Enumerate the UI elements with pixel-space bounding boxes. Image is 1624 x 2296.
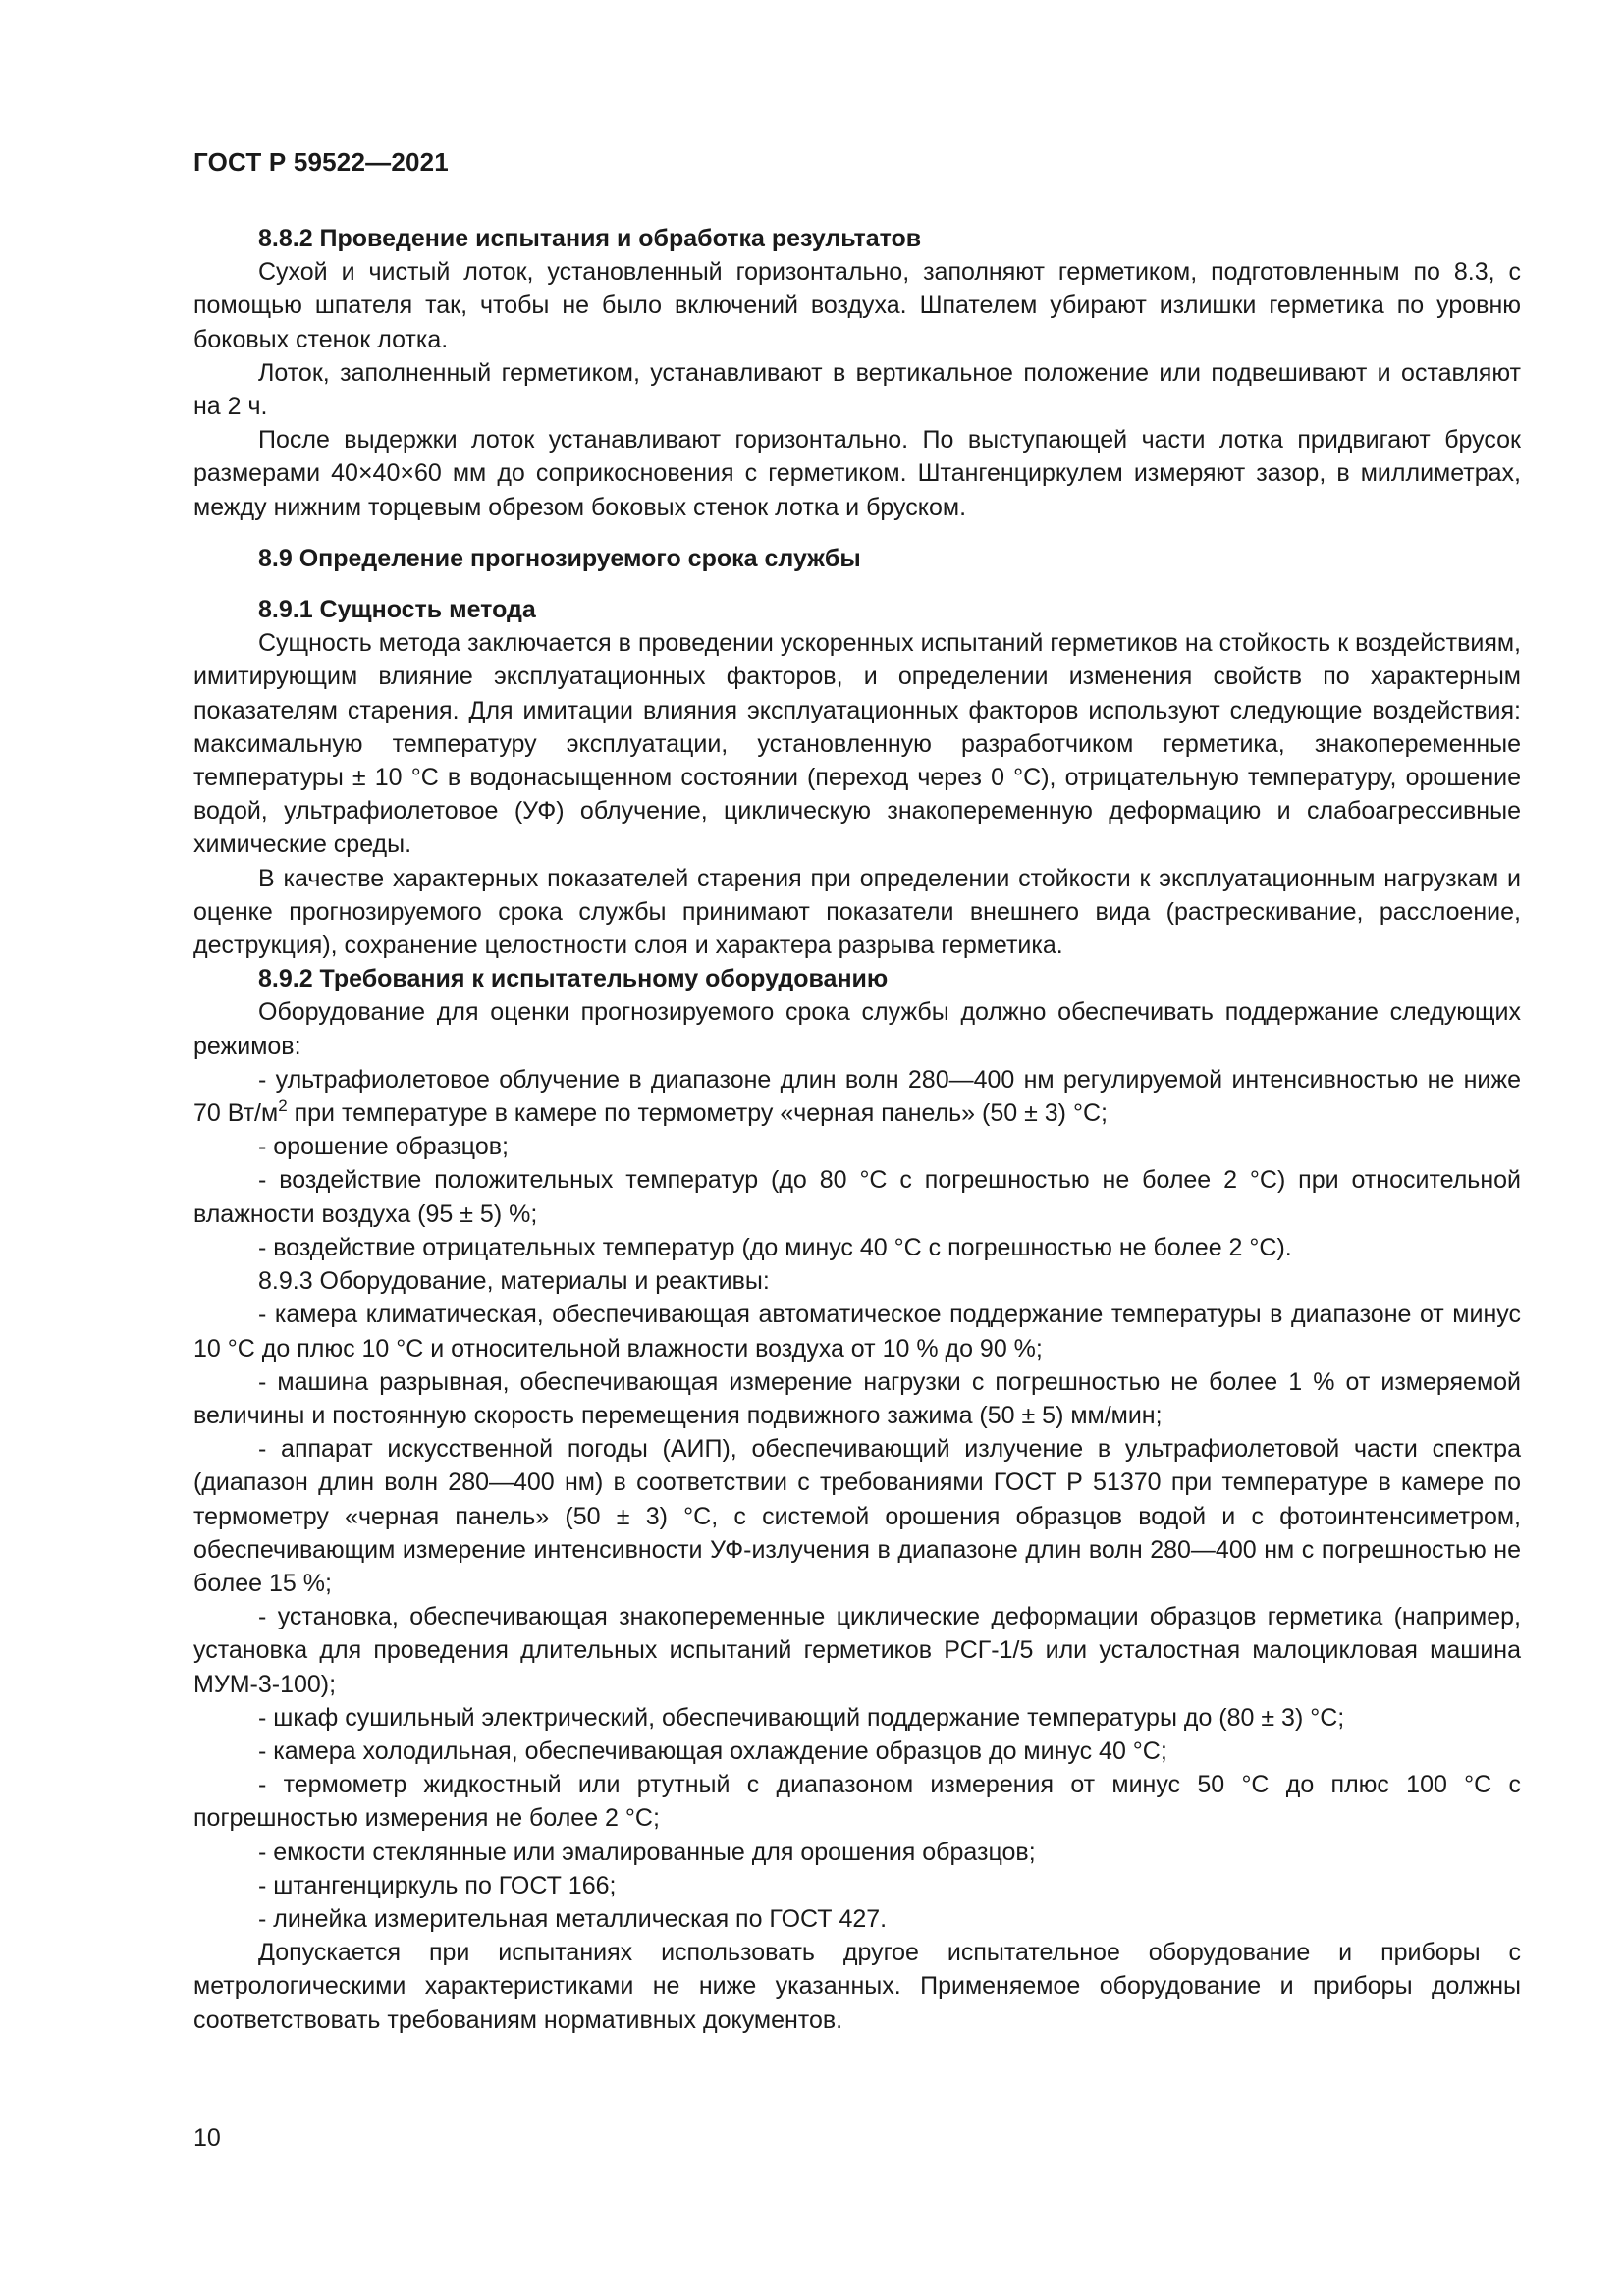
section-8-9-1-heading: 8.9.1 Сущность метода — [258, 596, 536, 624]
equipment-item: - емкости стеклянные или эмалированные для орошения образцов; — [258, 1838, 1036, 1866]
equipment-item: - установка, обеспечивающая знакопеременные циклические деформации образцов герметика (например, установка для проведения длительных испытаний герметиков РСГ-1/5 или усталостная малоцикловая машина МУМ-3-100); — [193, 1603, 1521, 1698]
section-8-9-2-heading: 8.9.2 Требования к испытательному оборудованию — [258, 965, 889, 993]
superscript: 2 — [278, 1095, 288, 1115]
requirement-item: - воздействие отрицательных температур (до минус 40 °С с погрешностью не более 2 °С). — [258, 1233, 1292, 1261]
section-8-9-1-paragraph-2: В качестве характерных показателей старения при определении стойкости к эксплуатационным нагрузкам и оценке прогнозируемого срока службы принимают показатели внешнего вида (растрескивание, расслоение, деструкция), сохранение целостности слоя и характера разрыва герметика. — [193, 864, 1521, 960]
section-8-8-2-paragraph-2: Лоток, заполненный герметиком, устанавливают в вертикальное положение или подвешивают и оставляют на 2 ч. — [193, 358, 1521, 421]
section-8-8-2-paragraph-1: Сухой и чистый лоток, установленный горизонтально, заполняют герметиком, подготовленным по 8.3, с помощью шпателя так, чтобы не было включений воздуха. Шпателем убирают излишки герметика по уровню боковых стенок лотка. — [193, 258, 1521, 353]
equipment-item: - шкаф сушильный электрический, обеспечивающий поддержание температуры до (80 ± 3) °С; — [258, 1703, 1345, 1732]
requirement-item-text: при температуре в камере по термометру «черная панель» (50 ± 3) °С; — [287, 1099, 1108, 1128]
standard-designation: ГОСТ Р 59522—2021 — [193, 147, 449, 177]
equipment-item: - камера климатическая, обеспечивающая автоматическое поддержание температуры в диапазоне от минус 10 °С до плюс 10 °С и относительной влажности воздуха от 10 % до 90 %; — [193, 1301, 1521, 1362]
requirement-item: - воздействие положительных температур (до 80 °С с погрешностью не более 2 °С) при относительной влажности воздуха (95 ± 5) %; — [193, 1166, 1521, 1228]
requirement-item: - орошение образцов; — [258, 1133, 509, 1161]
section-8-9-3-heading: 8.9.3 Оборудование, материалы и реактивы: — [258, 1267, 770, 1296]
section-8-9-3-closing: Допускается при испытаниях использовать другое испытательное оборудование и приборы с метрологическими характеристиками не ниже указанных. Применяемое оборудование и приборы должны соответствовать требованиям нормативных документов. — [193, 1939, 1521, 2034]
equipment-item: - линейка измерительная металлическая по ГОСТ 427. — [258, 1904, 888, 1933]
equipment-item: - аппарат искусственной погоды (АИП), обеспечивающий излучение в ультрафиолетовой части спектра (диапазон длин волн 280—400 нм) в соответствии с требованиями ГОСТ Р 51370 при температуре в камере по термометру «черная панель» (50 ± 3) °С, с системой орошения образцов водой и с фотоинтенсиметром, обеспечивающим измерение интенсивности УФ-излучения в диапазоне длин волн 280—400 нм с погрешностью не более 15 %; — [193, 1435, 1521, 1597]
section-8-9-heading: 8.9 Определение прогнозируемого срока службы — [258, 544, 861, 572]
document-page — [193, 0, 1521, 2296]
equipment-item: - штангенциркуль по ГОСТ 166; — [258, 1871, 617, 1899]
section-8-9-2-intro: Оборудование для оценки прогнозируемого срока службы должно обеспечивать поддержание следующих режимов: — [193, 998, 1521, 1060]
document-body — [193, 222, 1521, 2037]
requirement-item-text: - ультрафиолетовое облучение в диапазоне длин волн 280—400 нм регулируемой интенсивностью не ниже 70 Вт/м — [193, 1065, 1521, 1128]
page-number: 10 — [193, 2124, 221, 2152]
section-8-8-2-paragraph-3: После выдержки лоток устанавливают горизонтально. По выступающей части лотка придвигают брусок размерами 40×40×60 мм до соприкосновения с герметиком. Штангенциркулем измеряют зазор, в миллиметрах, между нижним торцевым обрезом боковых стенок лотка и бруском. — [193, 426, 1521, 521]
section-8-8-2-heading: 8.8.2 Проведение испытания и обработка результатов — [258, 225, 922, 252]
requirement-item — [193, 1063, 1521, 1130]
equipment-item: - камера холодильная, обеспечивающая охлаждение образцов до минус 40 °С; — [258, 1736, 1167, 1765]
equipment-item: - термометр жидкостный или ртутный с диапазоном измерения от минус 50 °С до плюс 100 °С с погрешностью измерения не более 2 °С; — [193, 1771, 1521, 1833]
section-8-9-1-paragraph-1: Сущность метода заключается в проведении ускоренных испытаний герметиков на стойкость к воздействиям, имитирующим влияние эксплуатационных факторов, и определении изменения свойств по характерным показателям старения. Для имитации влияния эксплуатационных факторов используют следующие воздействия: максимальную температуру эксплуатации, установленную разработчиком герметика, знакопеременные температуры ± 10 °С в водонасыщенном состоянии (переход через 0 °С), отрицательную температуру, орошение водой, ультрафиолетовое (УФ) облучение, циклическую знакопеременную деформацию и слабоагрессивные химические среды. — [193, 629, 1521, 859]
equipment-item: - машина разрывная, обеспечивающая измерение нагрузки с погрешностью не более 1 % от измеряемой величины и постоянную скорость перемещения подвижного зажима (50 ± 5) мм/мин; — [193, 1367, 1521, 1429]
